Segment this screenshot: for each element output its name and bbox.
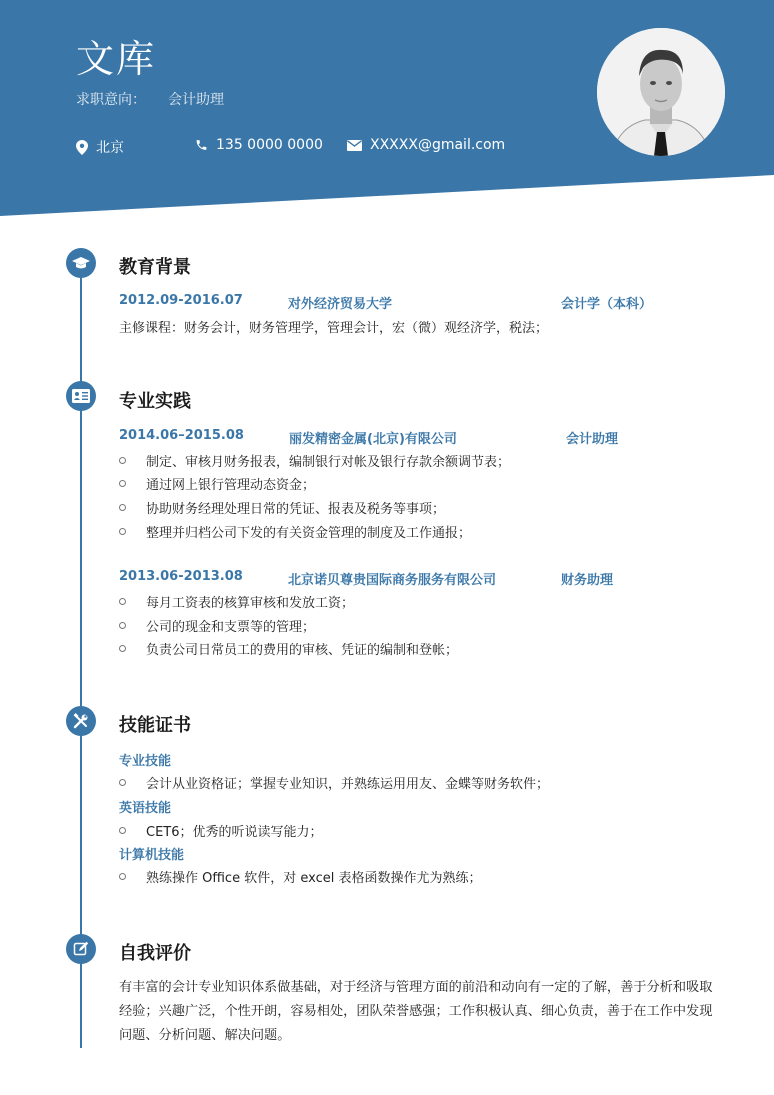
city-text: 北京 (96, 140, 124, 156)
skill-group-name: 英语技能 (119, 801, 172, 816)
list-item: 负责公司日常员工的费用的审核、凭证的编制和登帐； (119, 639, 458, 658)
job-role: 会计助理 (566, 432, 619, 447)
profile-photo (597, 28, 725, 156)
phone-icon (195, 138, 208, 152)
tools-icon (73, 713, 89, 729)
self-eval-text: 有丰富的会计专业知识体系做基础，对于经济与管理方面的前沿和动向有一定的了解，善于分析和吸取经验；兴趣广泛，个性开朗，容易相处，团队荣誉感强；工作积极认真、细心负责，善于在工作中发现问题、分析问题、解决问题。 (119, 980, 713, 1043)
portrait-picture (597, 28, 725, 156)
job-role: 财务助理 (561, 573, 614, 588)
skill-group-name: 专业技能 (119, 754, 172, 769)
bullet-icon (119, 598, 126, 605)
graduation-cap-icon (72, 256, 90, 270)
list-item: 公司的现金和支票等的管理； (119, 616, 315, 635)
bullet-icon (119, 528, 126, 535)
job-company: 北京诺贝尊贵国际商务服务有限公司 (288, 573, 497, 588)
education-major: 会计学（本科） (561, 297, 653, 312)
self-eval-title: 自我评价 (119, 943, 191, 964)
list-item: 制定、审核月财务报表，编制银行对帐及银行存款余额调节表； (119, 451, 510, 470)
email-text: XXXXX@gmail.com (370, 137, 506, 153)
job-date: 2013.06-2013.08 (119, 569, 243, 584)
bullet-icon (119, 457, 126, 464)
bullet-icon (119, 622, 126, 629)
skill-group-name: 计算机技能 (119, 848, 185, 863)
list-item: 熟练操作 Office 软件，对 excel 表格函数操作尤为熟练； (119, 867, 481, 886)
practice-title: 专业实践 (119, 391, 191, 412)
bullet-icon (119, 873, 126, 880)
edit-icon (73, 941, 89, 957)
timeline-line (80, 262, 82, 1048)
education-school: 对外经济贸易大学 (288, 297, 393, 312)
list-item: 协助财务经理处理日常的凭证、报表及税务等事项； (119, 498, 445, 517)
bullet-icon (119, 645, 126, 652)
education-title: 教育背景 (119, 257, 191, 278)
self-eval-section-icon (66, 934, 96, 964)
contact-phone (195, 137, 323, 153)
phone-text: 135 0000 0000 (216, 137, 323, 153)
job-intent-label: 求职意向： (76, 92, 146, 108)
job-company: 丽发精密金属(北京)有限公司 (289, 432, 457, 447)
skills-title: 技能证书 (119, 715, 191, 736)
practice-section-icon (66, 381, 96, 411)
list-item: 每月工资表的核算审核和发放工资； (119, 592, 354, 611)
bullet-icon (119, 827, 126, 834)
candidate-name: 文库 (76, 37, 157, 81)
list-item: CET6；优秀的听说读写能力； (119, 821, 323, 840)
education-date: 2012.09-2016.07 (119, 293, 243, 308)
contact-city (76, 137, 124, 157)
contact-email (347, 137, 505, 153)
list-item: 通过网上银行管理动态资金； (119, 474, 315, 493)
bullet-icon (119, 779, 126, 786)
skills-section-icon (66, 706, 96, 736)
location-pin-icon (76, 140, 88, 155)
job-intent (76, 89, 224, 109)
bullet-icon (119, 504, 126, 511)
id-card-icon (72, 389, 90, 403)
education-section-icon (66, 248, 96, 278)
bullet-icon (119, 480, 126, 487)
education-courses: 主修课程：财务会计，财务管理学，管理会计，宏（微）观经济学，税法； (119, 321, 549, 336)
envelope-icon (347, 140, 362, 151)
list-item: 会计从业资格证；掌握专业知识，并熟练运用用友、金蝶等财务软件； (119, 773, 549, 792)
list-item: 整理并归档公司下发的有关资金管理的制度及工作通报； (119, 522, 471, 541)
job-date: 2014.06–2015.08 (119, 428, 244, 443)
job-intent-value: 会计助理 (168, 92, 224, 108)
